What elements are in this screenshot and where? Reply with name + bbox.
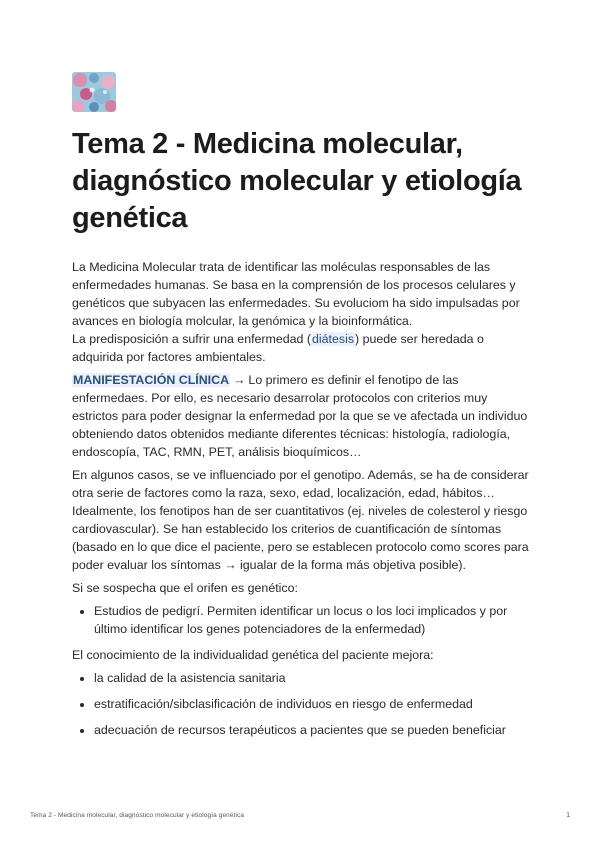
arrow-icon: → <box>233 373 246 387</box>
manifestacion-text: Lo primero es definir el fenotipo de las enfermedaes. Por ello, es necesario desarrolar protocolos con criterios muy estrictos para poder designar la enfermedad por la que se ve afectada un individuo obteniendo datos obtenidos mediante diferentes técnicas: histología, radiología, endoscopía, TAC, RMN, PET, análisis bioquímicos… <box>72 373 528 459</box>
cells-image-icon <box>72 72 116 112</box>
list-item: • adecuación de recursos terapéuticos a pacientes que se pueden beneficiar <box>94 721 532 739</box>
sospecha-list <box>72 602 532 638</box>
document-body <box>72 258 532 747</box>
intro-text: La Medicina Molecular trata de identificar las moléculas responsables de las enfermedades humanas. Se basa en la comprensión de los procesos celulares y genéticos que subyacen las enfermedades. Su evoluciom ha sido impulsadas por avances en biología molcular, la genómica y la bioinformática. <box>72 260 520 328</box>
list-item: • Estudios de pedigrí. Permiten identificar un locus o los loci implicados y por último identificar los genes potenciadores de la enfermedad) <box>94 602 532 638</box>
conocimiento-list <box>72 669 532 739</box>
intro-text-after: ) puede ser heredada o adquirida por factores ambientales. <box>72 332 484 364</box>
manifestacion-label: MANIFESTACIÓN CLÍNICA <box>73 373 230 387</box>
page-title: Tema 2 - Medicina molecular, diagnóstico molecular y etiología genética <box>72 128 522 234</box>
manifestacion-paragraph <box>72 371 532 461</box>
genotipo-paragraph: En algunos casos, se ve influenciado por el genotipo. Además, se ha de considerar otra serie de factores como la raza, sexo, edad, localización, edad, hábitos… Idealmente, los fenotipos han de ser cuantitativos (ej. niveles de colesterol y riesgo cardiovascular). Se han establecido los criterios de cuantificación de síntomas (basado en lo que dice el paciente, pero se establecen protocolo como scores para poder evaluar los síntomas → igualar de la forma más objetiva posible). <box>72 468 529 572</box>
intro-paragraph <box>72 258 532 366</box>
page-number: 1 <box>566 812 570 819</box>
list-item: • la calidad de la asistencia sanitaria <box>94 669 532 687</box>
list-item: • estratificación/sibclasificación de individuos en riesgo de enfermedad <box>94 695 532 713</box>
sospecha-paragraph: Si se sospecha que el orifen es genético: <box>72 581 298 595</box>
diatesis-highlight: diátesis <box>312 332 355 346</box>
footer-title: Tema 2 - Medicina molecular, diagnóstico molecular y etiología genética <box>30 812 245 819</box>
intro-text-before: La predisposición a sufrir una enfermedad ( <box>72 332 311 346</box>
conocimiento-paragraph: El conocimiento de la individualidad genética del paciente mejora: <box>72 648 434 662</box>
